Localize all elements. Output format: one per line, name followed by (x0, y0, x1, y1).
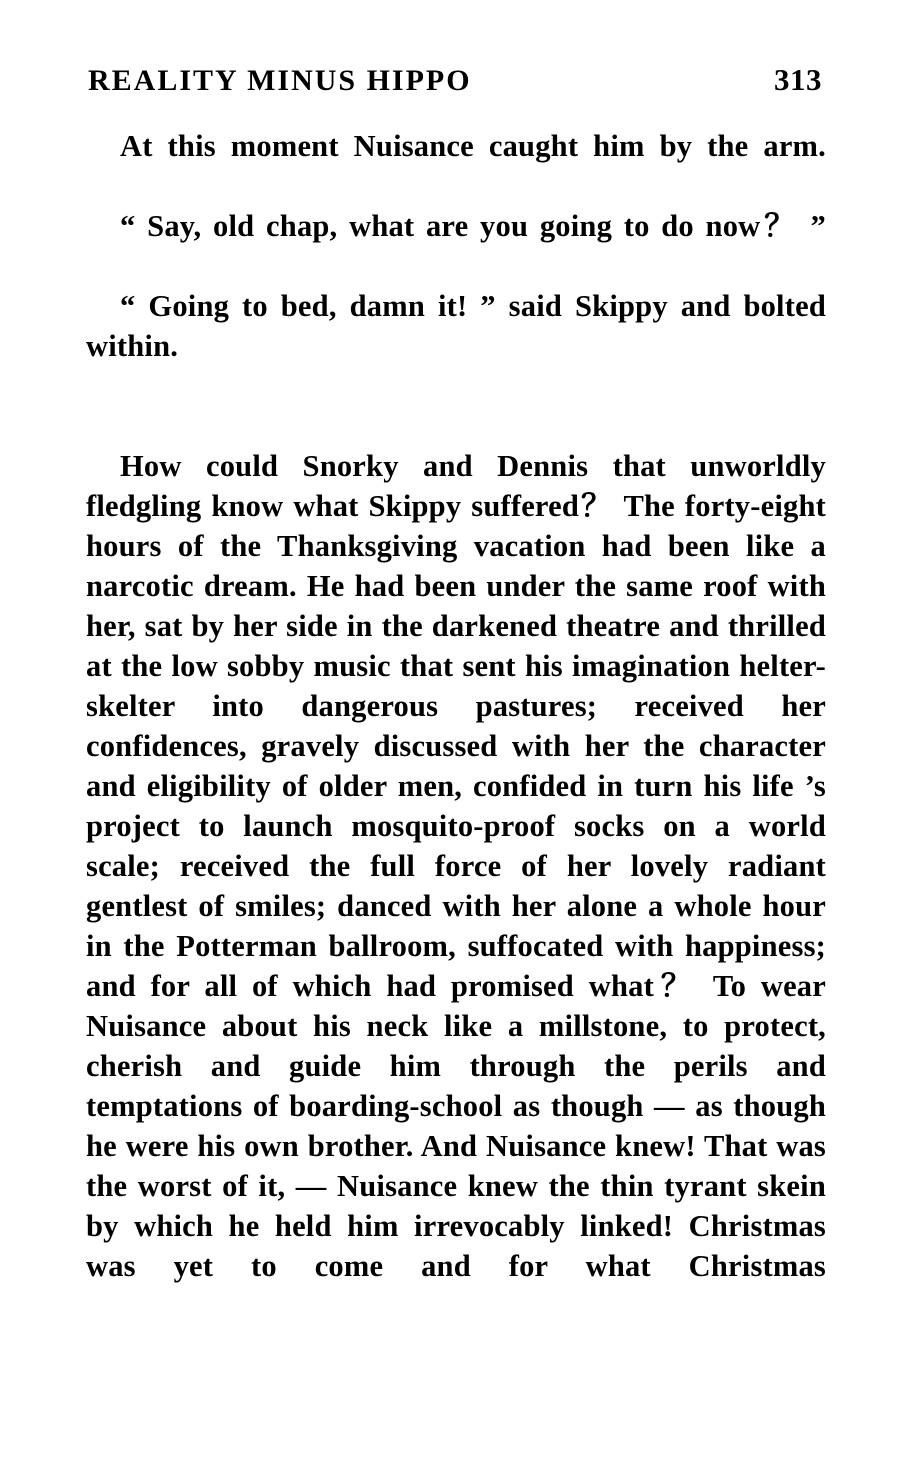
body-text (86, 126, 826, 1326)
paragraph: “ Say, old chap, what are you going to do now？ ” (120, 209, 826, 243)
paragraph-spacer (86, 406, 826, 446)
paragraph: At this moment Nuisance caught him by the arm. (120, 129, 826, 163)
paragraph: How could Snorky and Dennis that unworldly fledgling know what Skippy suffered？ The forty-eight hours of the Thanksgiving vacation had been like a narcotic dream. He had been under the same roof with her, sat by her side in the darkened theatre and thrilled at the low sobby music that sent his imagination helter-skelter into dangerous pastures; received her confidences, gravely discussed with her the character and eligibility of older men, confided in turn his life ’s project to launch mosquito-proof socks on a world scale; received the full force of her lovely radiant gentlest of smiles; danced with her alone a whole hour in the Potterman ballroom, suffocated with happiness; and for all of which had promised what？ To wear Nuisance about his neck like a millstone, to protect, cherish and guide him through the perils and temptations of boarding-school as though — as though he were his own brother. And Nuisance knew! That was the worst of it, — Nuisance knew the thin tyrant skein by which he held him irrevocably linked! Christmas was yet to come and for what Christmas (86, 449, 826, 1283)
paragraph: “ Going to bed, damn it! ” said Skippy and bolted within. (86, 289, 826, 363)
page-header (88, 62, 822, 98)
running-head: REALITY MINUS HIPPO (88, 64, 472, 97)
page-number: 313 (774, 62, 822, 97)
